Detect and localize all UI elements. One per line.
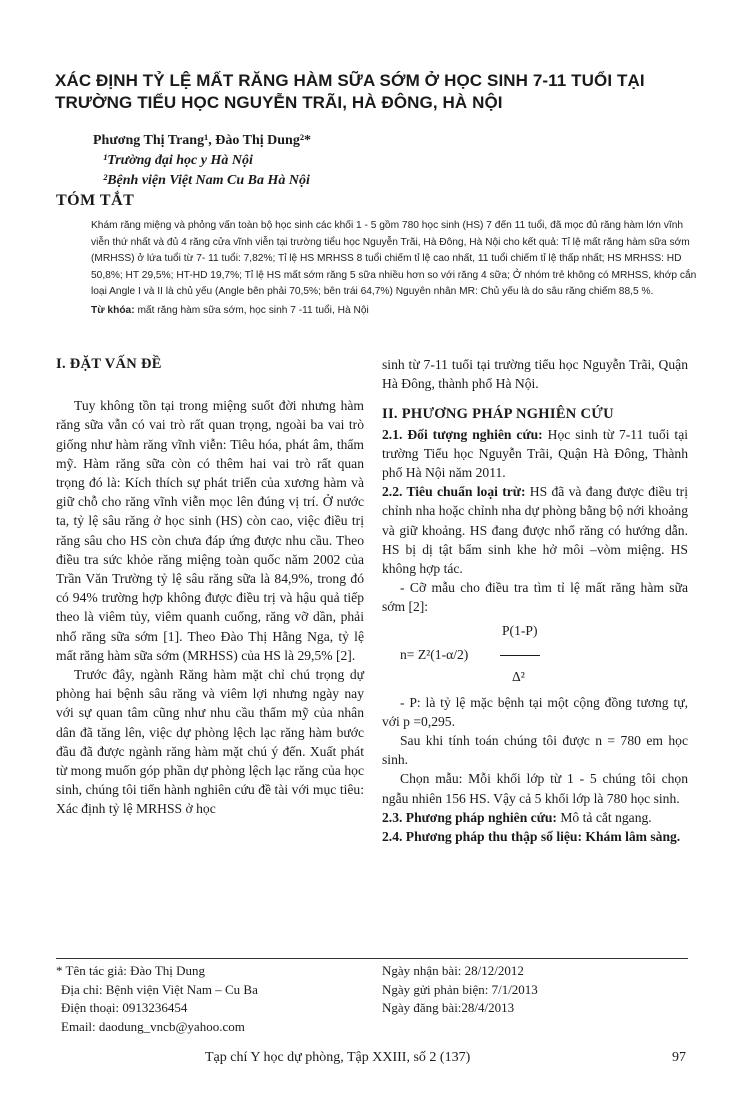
- keywords: [91, 303, 701, 320]
- title-line-2: TRƯỜNG TIỂU HỌC NGUYỄN TRÃI, HÀ ĐÔNG, HÀ NỘI: [55, 93, 503, 112]
- footnote-email: Email: daodung_vncb@yahoo.com: [61, 1018, 245, 1034]
- date-published: Ngày đăng bài:28/4/2013: [382, 1000, 515, 1015]
- section-2-4: 2.4. Phương pháp thu thập số liệu: Khám lâm sàng.: [382, 829, 681, 845]
- section-2-2: [382, 482, 688, 578]
- intro-paragraph-2: Trước đây, ngành Răng hàm mặt chỉ chú trọng dự phòng hai bệnh sâu răng và viêm lợi nhưng ngày nay với sự quan tâm cũng như nhu cầu thẩm mỹ của nhân dân đã tăng lên, việc dự phòng lệch lạc răng hàm bước đầu đã được ngành răng hàm mặt chú ý đến. Xuất phát từ mong muốn góp phần dự phòng lệch lạc răng của học sinh, chúng tôi tiến hành nghiên cứu đề tài với mục tiêu: Xác định tỷ lệ MRHSS ở học: [56, 667, 364, 817]
- intro-continuation: sinh từ 7-11 tuổi tại trường tiểu học Nguyễn Trãi, Quận Hà Đông, thành phố Hà Nội.: [382, 357, 688, 392]
- section-2-heading: II. PHƯƠNG PHÁP NGHIÊN CỨU: [382, 406, 614, 423]
- date-received: Ngày nhận bài: 28/12/2012: [382, 963, 524, 978]
- title-line-1: XÁC ĐỊNH TỶ LỆ MẤT RĂNG HÀM SỮA SỚM Ở HỌC SINH 7-11 TUỔI TẠI: [55, 71, 645, 90]
- footnote-divider: [56, 958, 688, 959]
- section-2-3-label: 2.3. Phương pháp nghiên cứu:: [382, 809, 557, 825]
- formula-fraction-bar: [500, 655, 540, 656]
- right-column: [382, 355, 688, 846]
- abstract: [91, 218, 701, 319]
- date-reviewed: Ngày gửi phản biện: 7/1/2013: [382, 981, 538, 997]
- formula-denominator: Δ²: [512, 668, 525, 684]
- section-2-2-text: HS đã và đang được điều trị chỉnh nha hoặc chỉnh nha dự phòng bằng bộ nới khoảng và giữ khoảng. HS đang được nhổ răng có hướng dẫn. HS bị dị tật bẩm sinh khe hở môi –vòm miệng. HS không hợp tác.: [382, 484, 688, 577]
- section-2-1-text: Học sinh từ 7-11 tuổi tại trường Tiểu học Nguyễn Trãi, Quận Hà Đông, Thành phố Hà Nội năm 2011.: [382, 426, 688, 481]
- section-2-1: [382, 425, 688, 483]
- section-2-2-label: 2.2. Tiêu chuẩn loại trừ:: [382, 484, 526, 500]
- intro-paragraph-1: Tuy không tồn tại trong miệng suốt đời nhưng hàm răng sữa vẫn có vai trò rất quan trọng, ngoài ba vai trò giống như hàm răng vĩnh viễn: Tiêu hóa, phát âm, thẩm mỹ. Hàm răng sữa còn có thêm hai vai trò rất quan trọng đó là: Kích thích sự phát triển của xương hàm và giữ chỗ cho răng vĩnh viễn mọc lên đúng vị trí. Ở nước ta, tỷ lệ sâu răng ở học sinh (HS) còn cao, việc điều trị răng sâu cho HS còn chưa đáp ứng được nhu cầu. Theo điều tra sức khỏe răng miệng toàn quốc năm 2002 của Trần Văn Trường tỷ lệ sâu răng sữa là 84,9%, trong đó có 94% trường hợp không được điều trị và hậu quả tiếp theo là viêm tủy, viêm quanh cuống, răng vỡ dần, phải nhổ răng sữa sớm [1]. Theo Đào Thị Hằng Nga, tỷ lệ mất răng hàm sữa sớm (MRHSS) của HS là 29,5% [2].: [56, 398, 364, 663]
- sampling-method: Chọn mẫu: Mỗi khối lớp từ 1 - 5 chúng tôi chọn ngẫu nhiên 156 HS. Vậy cả 5 khối lớp là 780 học sinh.: [382, 771, 688, 806]
- sample-calculation: Sau khi tính toán chúng tôi được n = 780 em học sinh.: [382, 733, 688, 768]
- dates-footnote: [382, 962, 538, 1018]
- footnote-author: * Tên tác giả: Đào Thị Dung: [56, 963, 205, 978]
- author-names: Phương Thị Trang¹, Đào Thị Dung²*: [93, 133, 312, 148]
- section-2-3: [382, 808, 688, 827]
- journal-footer: Tạp chí Y học dự phòng, Tập XXIII, số 2 (137): [205, 1050, 471, 1065]
- left-column: [56, 355, 364, 819]
- p-definition: - P: là tỷ lệ mặc bệnh tại một cộng đồng tương tự, với p =0,295.: [382, 694, 688, 729]
- sample-size-formula: [382, 619, 688, 689]
- keywords-text: mất răng hàm sữa sớm, học sinh 7 -11 tuổi, Hà Nội: [134, 304, 369, 316]
- keywords-label: Từ khóa:: [91, 304, 135, 316]
- footnote-phone: Điện thoại: 0913236454: [61, 1000, 188, 1015]
- abstract-text: Khám răng miệng và phỏng vấn toàn bộ học sinh các khối 1 - 5 gồm 780 học sinh (HS) 7 đến 11 tuổi, đã mọc đủ răng hàm lớn vĩnh viễn thứ nhất và đủ 4 răng cửa vĩnh viễn tại trường tiểu học Nguyễn Trãi, Hà Đông, Hà Nội cho kết quả: Tỉ lệ mất răng hàm sữa sớm (MRHSS) ở lứa tuổi từ 7- 11 tuổi: 7,82%; Tỉ lệ HS MRHSS 8 tuổi chiếm tỉ lệ cao nhất, 11 tuổi chiếm tỉ lệ thấp nhất; HS MRHSS: HD 50,8%; HT 29,5%; HT-HD 19,7%; Tỉ lệ HS mất sớm răng 5 sữa nhiều hơn so với răng 4 sữa; Ở nhóm trẻ không có MRHSS, khớp cắn loại Angle I và II là chủ yếu (Angle bên phải 70,5%; bên trái 64,7%) Nguyên nhân MR: Chủ yếu là do sâu răng chiếm 88,5 %.: [91, 220, 697, 297]
- footnote-address: Địa chỉ: Bệnh viện Việt Nam – Cu Ba: [61, 981, 258, 997]
- page-number: 97: [672, 1050, 686, 1065]
- section-2-3-text: Mô tả cắt ngang.: [556, 809, 652, 825]
- formula-numerator: P(1-P): [502, 622, 538, 638]
- sample-size-intro: - Cỡ mẫu cho điều tra tìm tỉ lệ mất răng hàm sữa sớm [2]:: [382, 580, 688, 615]
- paper-title: [55, 70, 695, 114]
- affiliation-1: ¹Trường đại học y Hà Nội: [103, 153, 253, 168]
- section-1-heading: I. ĐẶT VẤN ĐỀ: [56, 356, 162, 372]
- abstract-heading: TÓM TẮT: [56, 192, 135, 209]
- author-block: [93, 131, 311, 191]
- formula-lhs: n= Z²(1-α/2): [400, 646, 469, 662]
- author-footnote: [56, 962, 258, 1036]
- affiliation-2: ²Bệnh viện Việt Nam Cu Ba Hà Nội: [103, 173, 310, 188]
- section-2-1-label: 2.1. Đối tượng nghiên cứu:: [382, 426, 543, 442]
